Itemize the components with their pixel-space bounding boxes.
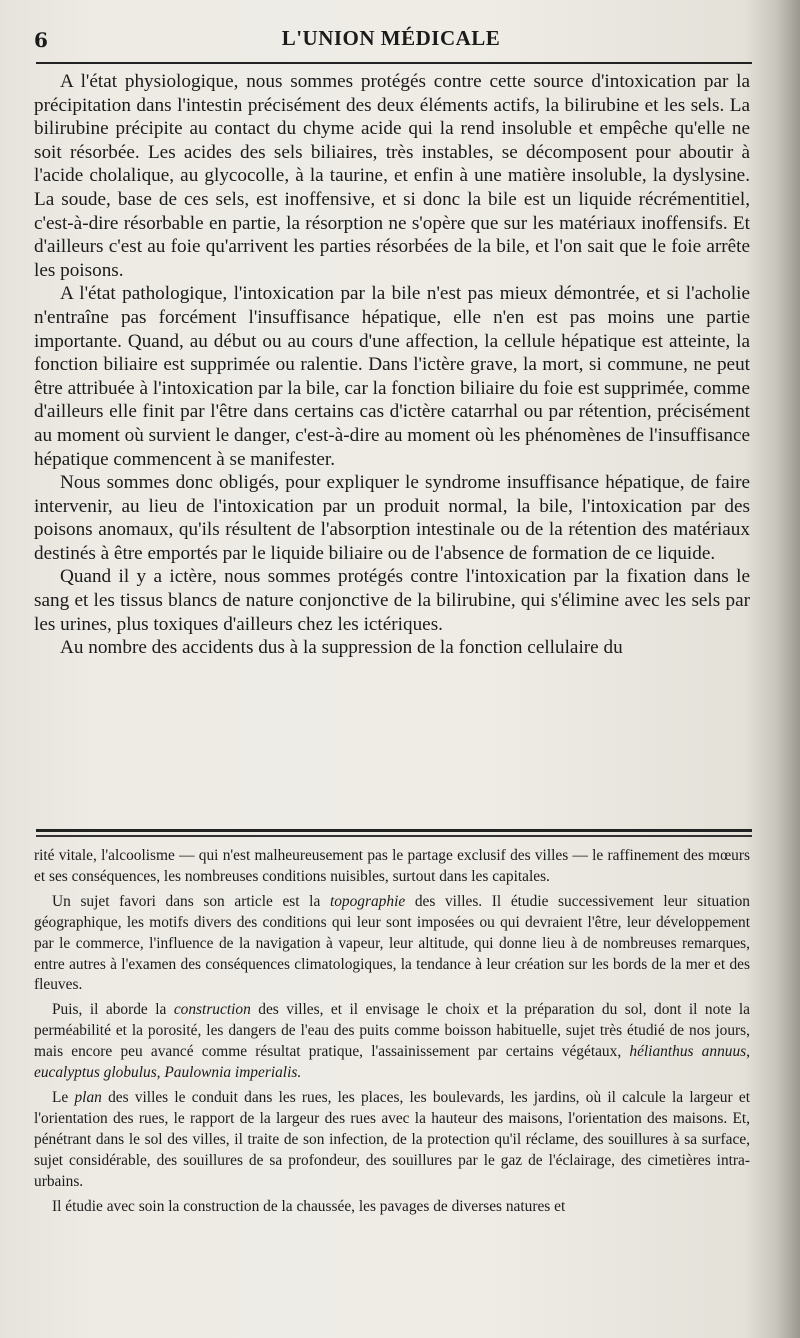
note-text: Un sujet favori dans son article est la [52,892,330,910]
paragraph: Quand il y a ictère, nous sommes protégés contre l'intoxication par la fixation dans le sang et les tissus blancs de nature conjonctive de la bilirubine, qui s'élimine avec les sels par les urines, plus toxiques d'ailleurs chez les ictériques. [34,566,750,635]
running-title: L'UNION MÉDICALE [281,26,501,50]
page-number: 6 [34,28,48,52]
footnote-separator-thick [36,829,752,832]
paragraph: A l'état pathologique, l'intoxication par la bile n'est pas mieux démontrée, et si l'acholie n'entraîne pas forcément l'insuffisance hépatique, elle n'en est pas moins une partie importante. Quand, au début ou au cours d'une affection, la cellule hépatique est atteinte, la fonction biliaire est supprimée ou ralentie. Dans l'ictère grave, la mort, si commune, ne peut être attribuée à l'intoxication par la bile, car la fonction biliaire du foie est supprimée, comme d'ailleurs elle finit par l'être dans certains cas d'ictère catarrhal ou par rétention, précisément au moment où survient le danger, c'est-à-dire au moment où les phénomènes de l'insuffisance hépatique commencent à se manifester. [34,283,750,470]
note-paragraph [34,892,750,997]
note-text: des villes, et il envisage le choix et la préparation du sol, dont il note la perméabilité et la porosité, les dangers de l'eau des puits comme boisson habituelle, sujet très étudié de nos jours, mais encore peu avancé comme résultat pratique, l'assainissement par certains végétaux, [34,1001,750,1061]
note-italic: plan [74,1088,102,1106]
paragraph: A l'état physiologique, nous sommes protégés contre cette source d'intoxication par la précipitation dans l'intestin précisément des deux éléments actifs, la bilirubine et les sels. La bilirubine précipite au contact du chyme acide qui la rend insoluble et empêche qu'elle ne soit résorbée. Les acides des sels biliaires, très instables, se décomposent pour aboutir à l'acide cholalique, au glycocolle, à la taurine, et enfin à une matière insoluble, la dyslysine. La soude, base de ces sels, est inoffensive, et si donc la bile est un liquide récrémentitiel, c'est-à-dire résorbable en partie, la résorption ne s'opère que sur les matériaux inoffensifs. Et d'ailleurs c'est au foie qu'arrivent les parties résorbées de la bile, et l'on sait que le foie arrête les poisons. [34,71,750,281]
footnote-column [34,846,750,1221]
note-text: des villes. Il étudie successivement leur situation géographique, les motifs divers des conditions qui leur sont imposées ou qui devraient l'être, leur développement par le commerce, l'influence de la navigation à vapeur, leur altitude, qui donne lieu à de nombreuses remarques, entre autres à l'examen des conséquences climatologiques, la tendance à leur création sur les bords de la mer et des fleuves. [34,892,750,994]
note-paragraph [34,1088,750,1193]
note-text: des villes le conduit dans les rues, les places, les boulevards, les jardins, où il calcule la largeur et l'orientation des rues, le rapport de la largeur des rues avec la hauteur des maisons, l'orientation des maisons. Et, pénétrant dans le sol des villes, il traite de son infection, de la protection qu'il réclame, des souillures à sa surface, sujet considérable, des souillures de sa profondeur, des souillures par le gaz de l'éclairage, des cimetières intra-urbains. [34,1088,750,1190]
note-italic: construction [173,1001,251,1019]
note-italic: hélianthus annuus, eucalyptus globulus, Paulownia imperialis. [34,1043,751,1082]
note-italic: topographie [329,892,406,910]
paragraph: Nous sommes donc obligés, pour expliquer le syndrome insuffisance hépatique, de faire intervenir, au lieu de l'intoxication par un produit normal, la bile, l'intoxication par des poisons anomaux, qu'ils résultent de l'absorption intestinale ou de la rétention des matériaux destinés à être emportés par le liquide biliaire ou de l'absence de formation de ce liquide. [34,472,750,564]
header-rule [36,62,752,64]
note-paragraph: Il étudie avec soin la construction de la chaussée, les pavages de diverses natures et [52,1197,566,1215]
note-paragraph [34,1000,750,1084]
note-paragraph: rité vitale, l'alcoolisme — qui n'est malheureusement pas le partage exclusif des villes — le raffinement des mœurs et ses conséquences, les nombreuses conditions nuisibles, surtout dans les capitales. [34,847,750,885]
page-header [30,24,752,52]
footnote-separator-thin [36,835,752,837]
note-text: Puis, il aborde la [52,1001,174,1019]
note-text: Le [52,1088,75,1106]
paragraph: Au nombre des accidents dus à la suppression de la fonction cellulaire du [60,637,623,659]
main-text [34,70,750,660]
